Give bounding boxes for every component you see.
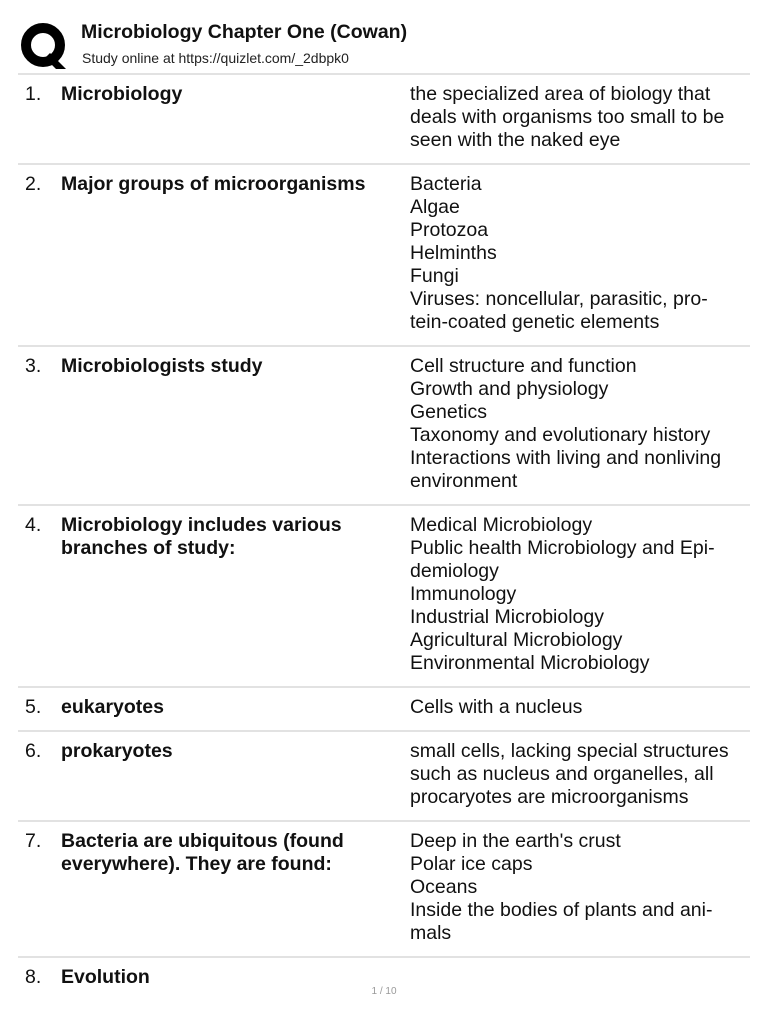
card-number: 7. — [25, 830, 42, 852]
card-number: 1. — [25, 83, 42, 105]
definition-line: Immunology — [410, 583, 517, 605]
definition-line: Helminths — [410, 242, 497, 264]
definition-line: Medical Microbiology — [410, 514, 593, 536]
definition-line: Polar ice caps — [410, 853, 533, 875]
definition-line: Taxonomy and evolutionary history — [410, 424, 711, 446]
definition-line: Genetics — [410, 401, 487, 423]
card-definition — [410, 514, 750, 675]
definition-line: Viruses: noncellular, parasitic, pro- — [410, 288, 708, 310]
definition-line: Deep in the earth's crust — [410, 830, 621, 852]
document-title: Microbiology Chapter One (Cowan) — [81, 21, 408, 43]
flashcard-row — [18, 165, 750, 347]
definition-line: Cells with a nucleus — [410, 696, 583, 718]
card-definition — [410, 696, 750, 719]
definition-line: Growth and physiology — [410, 378, 609, 400]
card-term: Microbiology includes various branches of study: — [61, 514, 342, 559]
card-term: prokaryotes — [61, 740, 173, 762]
card-term: Evolution — [61, 966, 150, 988]
definition-line: mals — [410, 922, 452, 944]
definition-line: Interactions with living and nonliving — [410, 447, 722, 469]
page-header — [0, 0, 768, 74]
card-definition — [410, 830, 750, 945]
definition-line: seen with the naked eye — [410, 129, 621, 151]
definition-line: Protozoa — [410, 219, 489, 241]
definition-line: Bacteria — [410, 173, 482, 195]
definition-line: Public health Microbiology and Epi- — [410, 537, 715, 559]
card-term: Bacteria are ubiquitous (found everywhere). They are found: — [61, 830, 344, 875]
definition-line: Fungi — [410, 265, 459, 287]
flashcard-row — [18, 732, 750, 822]
definition-line: such as nucleus and organelles, all — [410, 763, 714, 785]
definition-line: Oceans — [410, 876, 478, 898]
definition-line: Cell structure and function — [410, 355, 637, 377]
flashcard-row — [18, 506, 750, 688]
quizlet-logo-icon — [20, 22, 68, 70]
definition-line: Agricultural Microbiology — [410, 629, 623, 651]
definition-line: tein-coated genetic elements — [410, 311, 660, 333]
card-number: 6. — [25, 740, 42, 762]
card-definition — [410, 83, 750, 152]
card-number: 5. — [25, 696, 42, 718]
definition-line: Industrial Microbiology — [410, 606, 605, 628]
card-term: Microbiologists study — [61, 355, 263, 377]
flashcard-row — [18, 75, 750, 165]
flashcard-row — [18, 688, 750, 732]
flashcard-list — [18, 73, 750, 1000]
card-number: 3. — [25, 355, 42, 377]
definition-line: Environmental Microbiology — [410, 652, 650, 674]
flashcard-row — [18, 347, 750, 506]
definition-line: small cells, lacking special structures — [410, 740, 729, 762]
card-term: Microbiology — [61, 83, 183, 105]
card-number: 4. — [25, 514, 42, 536]
definition-line: deals with organisms too small to be — [410, 106, 725, 128]
card-term: Major groups of microorganisms — [61, 173, 366, 195]
definition-line: Algae — [410, 196, 460, 218]
definition-line: the specialized area of biology that — [410, 83, 711, 105]
page-number: 1 / 10 — [371, 986, 397, 997]
card-term: eukaryotes — [61, 696, 164, 718]
definition-line: Inside the bodies of plants and ani- — [410, 899, 713, 921]
definition-line: environment — [410, 470, 518, 492]
card-definition — [410, 740, 750, 809]
card-number: 2. — [25, 173, 42, 195]
card-number: 8. — [25, 966, 42, 988]
definition-line: demiology — [410, 560, 499, 582]
card-definition — [410, 355, 750, 493]
flashcard-row — [18, 822, 750, 958]
study-link-text: Study online at https://quizlet.com/_2dbpk0 — [82, 50, 349, 66]
definition-line: procaryotes are microorganisms — [410, 786, 689, 808]
card-definition — [410, 173, 750, 334]
